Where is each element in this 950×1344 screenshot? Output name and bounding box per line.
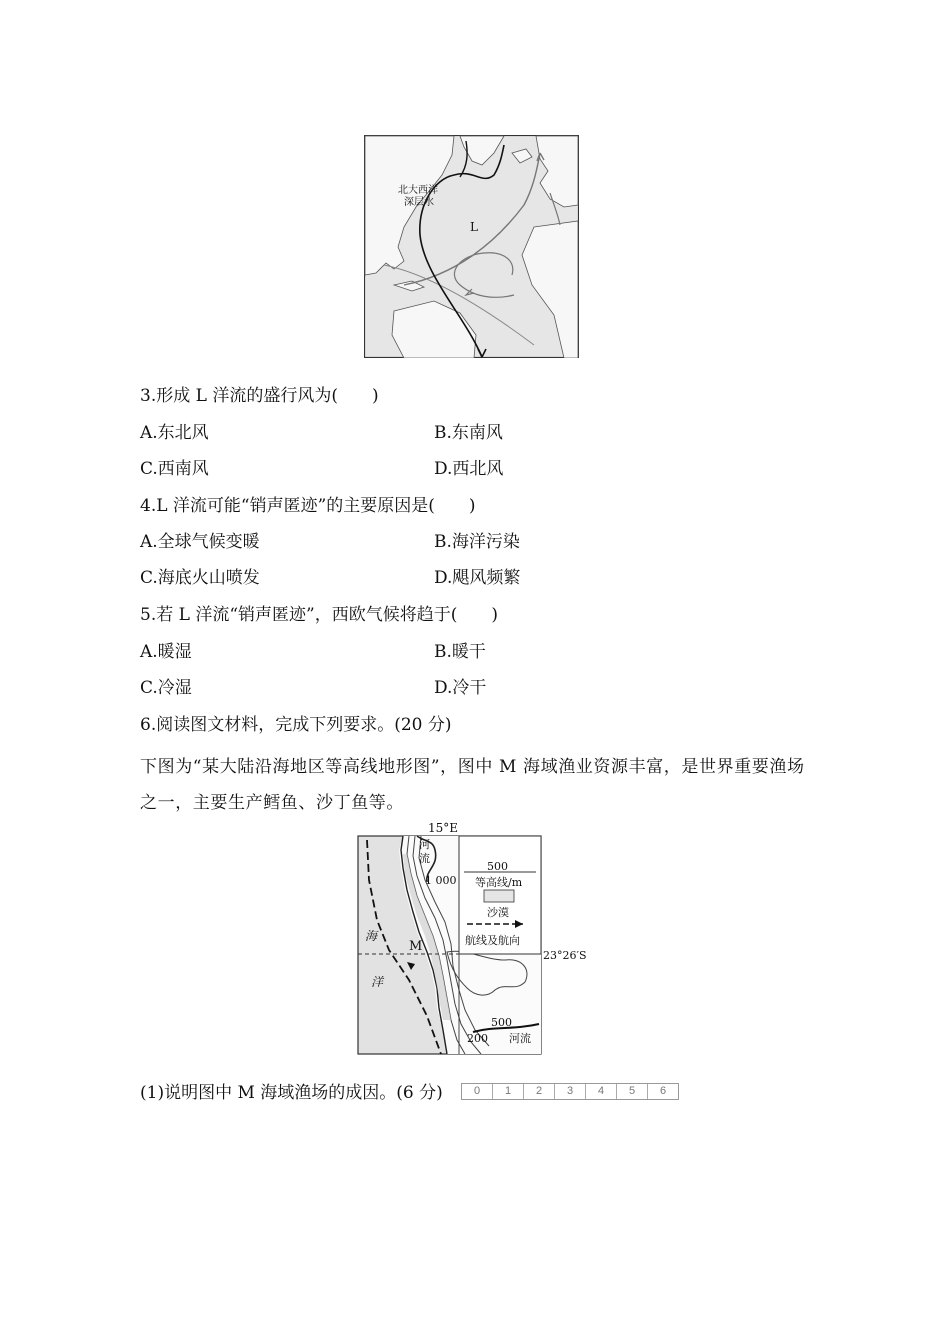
score-cell-5[interactable]: 5 <box>617 1084 648 1099</box>
contour-1000-label: 1 000 <box>425 874 457 887</box>
deep-water-label-1: 北大西洋 <box>398 185 438 196</box>
legend-contour-label: 等高线/m <box>475 876 523 889</box>
question-6-sub-1: (1)说明图中 M 海域渔场的成因。(6 分) <box>140 1083 443 1103</box>
question-4-option-c: C.海底火山喷发 <box>140 568 260 588</box>
current-L-label: L <box>470 220 478 234</box>
question-3-option-b: B.东南风 <box>434 423 503 443</box>
score-cell-4[interactable]: 4 <box>586 1084 617 1099</box>
atlantic-currents-map <box>364 135 579 358</box>
river-top-label-1: 河 <box>419 838 430 851</box>
sea-label-1: 海 <box>365 929 378 943</box>
question-3-stem: 3.形成 L 洋流的盛行风为( ) <box>140 386 379 406</box>
contour-200-label: 200 <box>467 1032 488 1045</box>
score-cell-6[interactable]: 6 <box>659 1085 667 1097</box>
question-5-option-d: D.冷干 <box>434 678 487 698</box>
river-top-label-2: 流 <box>419 852 430 865</box>
score-cell-1[interactable]: 1 <box>493 1084 524 1099</box>
question-5-option-c: C.冷湿 <box>140 678 192 698</box>
question-4-option-a: A.全球气候变暖 <box>140 532 260 552</box>
question-6-stem: 6.阅读图文材料，完成下列要求。(20 分) <box>140 715 452 735</box>
question-5-option-b: B.暖干 <box>434 642 486 662</box>
question-6-material: 下图为“某大陆沿海地区等高线地形图”，图中 M 海域渔业资源丰富，是世界重要渔场之一，主要生产鳕鱼、沙丁鱼等。 <box>140 757 805 813</box>
longitude-label: 15°E <box>428 821 459 835</box>
coastal-contour-map <box>355 820 605 1056</box>
question-4-option-b: B.海洋污染 <box>434 532 520 552</box>
question-5-stem: 5.若 L 洋流“销声匿迹”，西欧气候将趋于( ) <box>140 605 498 625</box>
deep-water-label-2: 深层水 <box>404 197 434 208</box>
question-3-option-d: D.西北风 <box>434 459 504 479</box>
score-box[interactable] <box>461 1083 679 1100</box>
river-bottom-label: 河流 <box>509 1032 531 1045</box>
question-4-option-d: D.飓风频繁 <box>434 568 521 588</box>
point-M-label: M <box>409 939 423 954</box>
question-4-stem: 4.L 洋流可能“销声匿迹”的主要原因是( ) <box>140 496 476 516</box>
question-5-option-a: A.暖湿 <box>140 642 192 662</box>
legend-route-label: 航线及航向 <box>465 934 520 947</box>
contour-500-label: 500 <box>491 1016 512 1029</box>
question-3-option-a: A.东北风 <box>140 423 209 443</box>
legend-desert-label: 沙漠 <box>487 906 509 919</box>
score-cell-3[interactable]: 3 <box>555 1084 586 1099</box>
score-cell-2[interactable]: 2 <box>524 1084 555 1099</box>
legend-500-label: 500 <box>487 860 508 873</box>
latitude-label: 23°26′S <box>543 949 587 962</box>
question-3-option-c: C.西南风 <box>140 459 209 479</box>
sea-label-2: 洋 <box>371 975 384 989</box>
score-cell-0[interactable]: 0 <box>462 1084 493 1099</box>
